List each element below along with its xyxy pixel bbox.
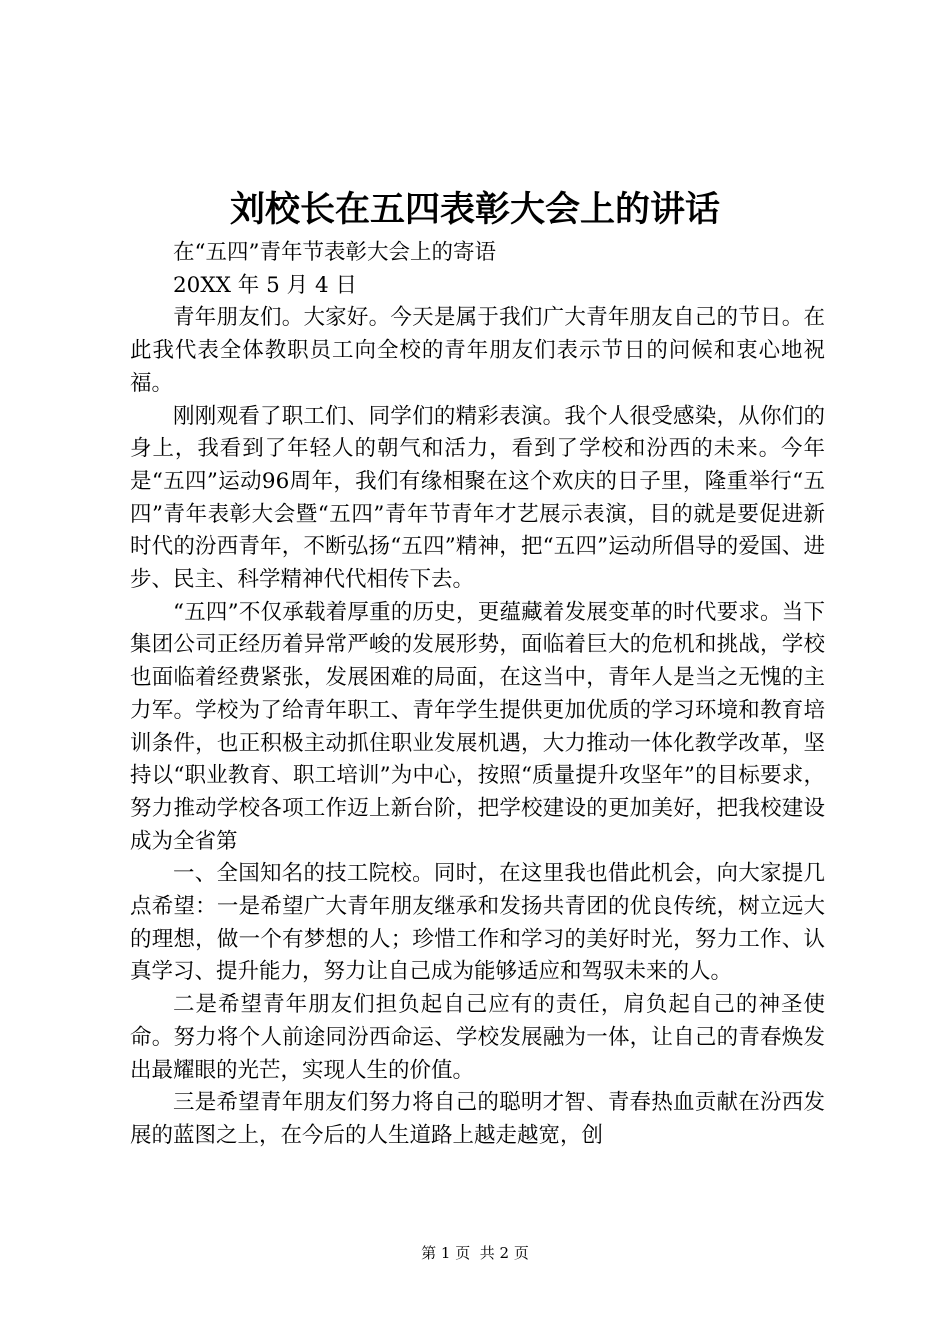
document-title: 刘校长在五四表彰大会上的讲话 xyxy=(229,189,720,230)
page-footer xyxy=(0,1243,950,1263)
paragraph: “五四”不仅承载着厚重的历史，更蕴藏着发展变革的时代要求。当下集团公司正经历着异常严峻的发展形势，面临着巨大的危机和挑战，学校也面临着经费紧张，发展困难的局面，在这当中，青年人是当之无愧的主力军。学校为了给青年职工、青年学生提供更加优质的学习环境和教育培训条件，也正积极主动抓住职业发展机遇，大力推动一体化教学改革，坚持以“职业教育、职工培训”为中心，按照“质量提升攻坚年”的目标要求，努力推动学校各项工作迈上新台阶，把学校建设的更加美好，把我校建设成为全省第 xyxy=(130,599,825,854)
paragraph: 一、全国知名的技工院校。同时，在这里我也借此机会，向大家提几点希望：一是希望广大青年朋友继承和发扬共青团的优良传统，树立远大的理想，做一个有梦想的人；珍惜工作和学习的美好时光，努力工作、认真学习、提升能力，努力让自己成为能够适应和驾驭未来的人。 xyxy=(130,861,825,985)
paragraph: 青年朋友们。大家好。今天是属于我们广大青年朋友自己的节日。在此我代表全体教职员工向全校的青年朋友们表示节日的问候和衷心地祝福。 xyxy=(130,305,825,396)
paragraph: 刚刚观看了职工们、同学们的精彩表演。我个人很受感染，从你们的身上，我看到了年轻人的朝气和活力，看到了学校和汾西的未来。今年是“五四”运动96周年，我们有缘相聚在这个欢庆的日子里，隆重举行“五四”青年表彰大会暨“五四”青年节青年才艺展示表演，目的就是要促进新时代的汾西青年，不断弘扬“五四”精神，把“五四”运动所倡导的爱国、进步、民主、科学精神代代相传下去。 xyxy=(130,403,825,593)
page-number: 第 1 页 共 2 页 xyxy=(421,1244,529,1262)
speech-subtitle: 在“五四”青年节表彰大会上的寄语 xyxy=(173,240,496,265)
paragraph: 二是希望青年朋友们担负起自己应有的责任，肩负起自己的神圣使命。努力将个人前途同汾西命运、学校发展融为一体，让自己的青春焕发出最耀眼的光芒，实现人生的价值。 xyxy=(130,992,825,1083)
document-body xyxy=(130,237,825,1153)
speech-date: 20XX 年 5 月 4 日 xyxy=(173,272,357,298)
paragraph: 三是希望青年朋友们努力将自己的聪明才智、青春热血贡献在汾西发展的蓝图之上，在今后的人生道路上越走越宽，创 xyxy=(130,1090,825,1148)
